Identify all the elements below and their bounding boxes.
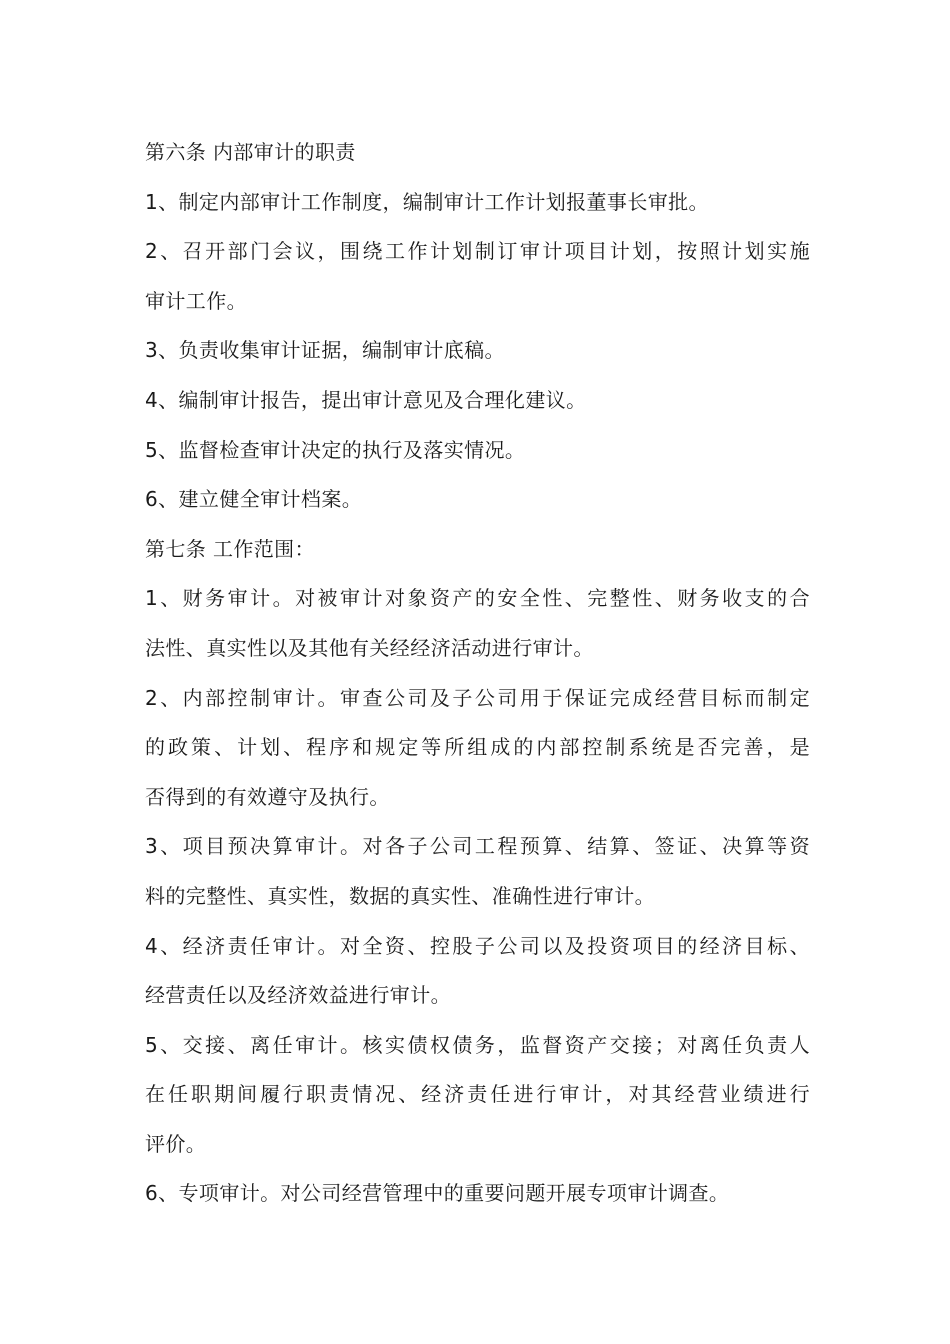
document-line: 3、负责收集审计证据，编制审计底稿。	[145, 338, 505, 363]
document-body	[145, 128, 810, 1219]
document-line: 否得到的有效遵守及执行。	[145, 784, 390, 809]
document-line: 的政策、计划、程序和规定等所组成的内部控制系统是否完善，是	[145, 735, 810, 760]
document-line: 4、编制审计报告，提出审计意见及合理化建议。	[145, 387, 587, 412]
document-line: 6、建立健全审计档案。	[145, 487, 363, 512]
document-line: 1、制定内部审计工作制度，编制审计工作计划报董事长审批。	[145, 189, 709, 214]
document-line: 1、财务审计。对被审计对象资产的安全性、完整性、财务收支的合	[145, 586, 810, 611]
document-line: 经营责任以及经济效益进行审计。	[145, 983, 451, 1008]
document-line: 2、内部控制审计。审查公司及子公司用于保证完成经营目标而制定	[145, 685, 810, 710]
document-line: 2、召开部门会议，围绕工作计划制订审计项目计划，按照计划实施	[145, 239, 810, 264]
document-line: 审计工作。	[145, 288, 247, 313]
document-line: 4、经济责任审计。对全资、控股子公司以及投资项目的经济目标、	[145, 933, 810, 958]
document-line: 3、项目预决算审计。对各子公司工程预算、结算、签证、决算等资	[145, 834, 810, 859]
document-line: 第七条 工作范围：	[145, 536, 315, 561]
document-line: 法性、真实性以及其他有关经经济活动进行审计。	[145, 635, 594, 660]
document-line: 料的完整性、真实性，数据的真实性、准确性进行审计。	[145, 883, 655, 908]
document-line: 评价。	[145, 1131, 207, 1156]
document-line: 在任职期间履行职责情况、经济责任进行审计，对其经营业绩进行	[145, 1082, 810, 1107]
document-line: 第六条 内部审计的职责	[145, 140, 356, 164]
document-line: 5、监督检查审计决定的执行及落实情况。	[145, 437, 526, 462]
document-line: 5、交接、离任审计。核实债权债务，监督资产交接；对离任负责人	[145, 1032, 810, 1057]
document-line: 6、专项审计。对公司经营管理中的重要问题开展专项审计调查。	[145, 1181, 730, 1206]
